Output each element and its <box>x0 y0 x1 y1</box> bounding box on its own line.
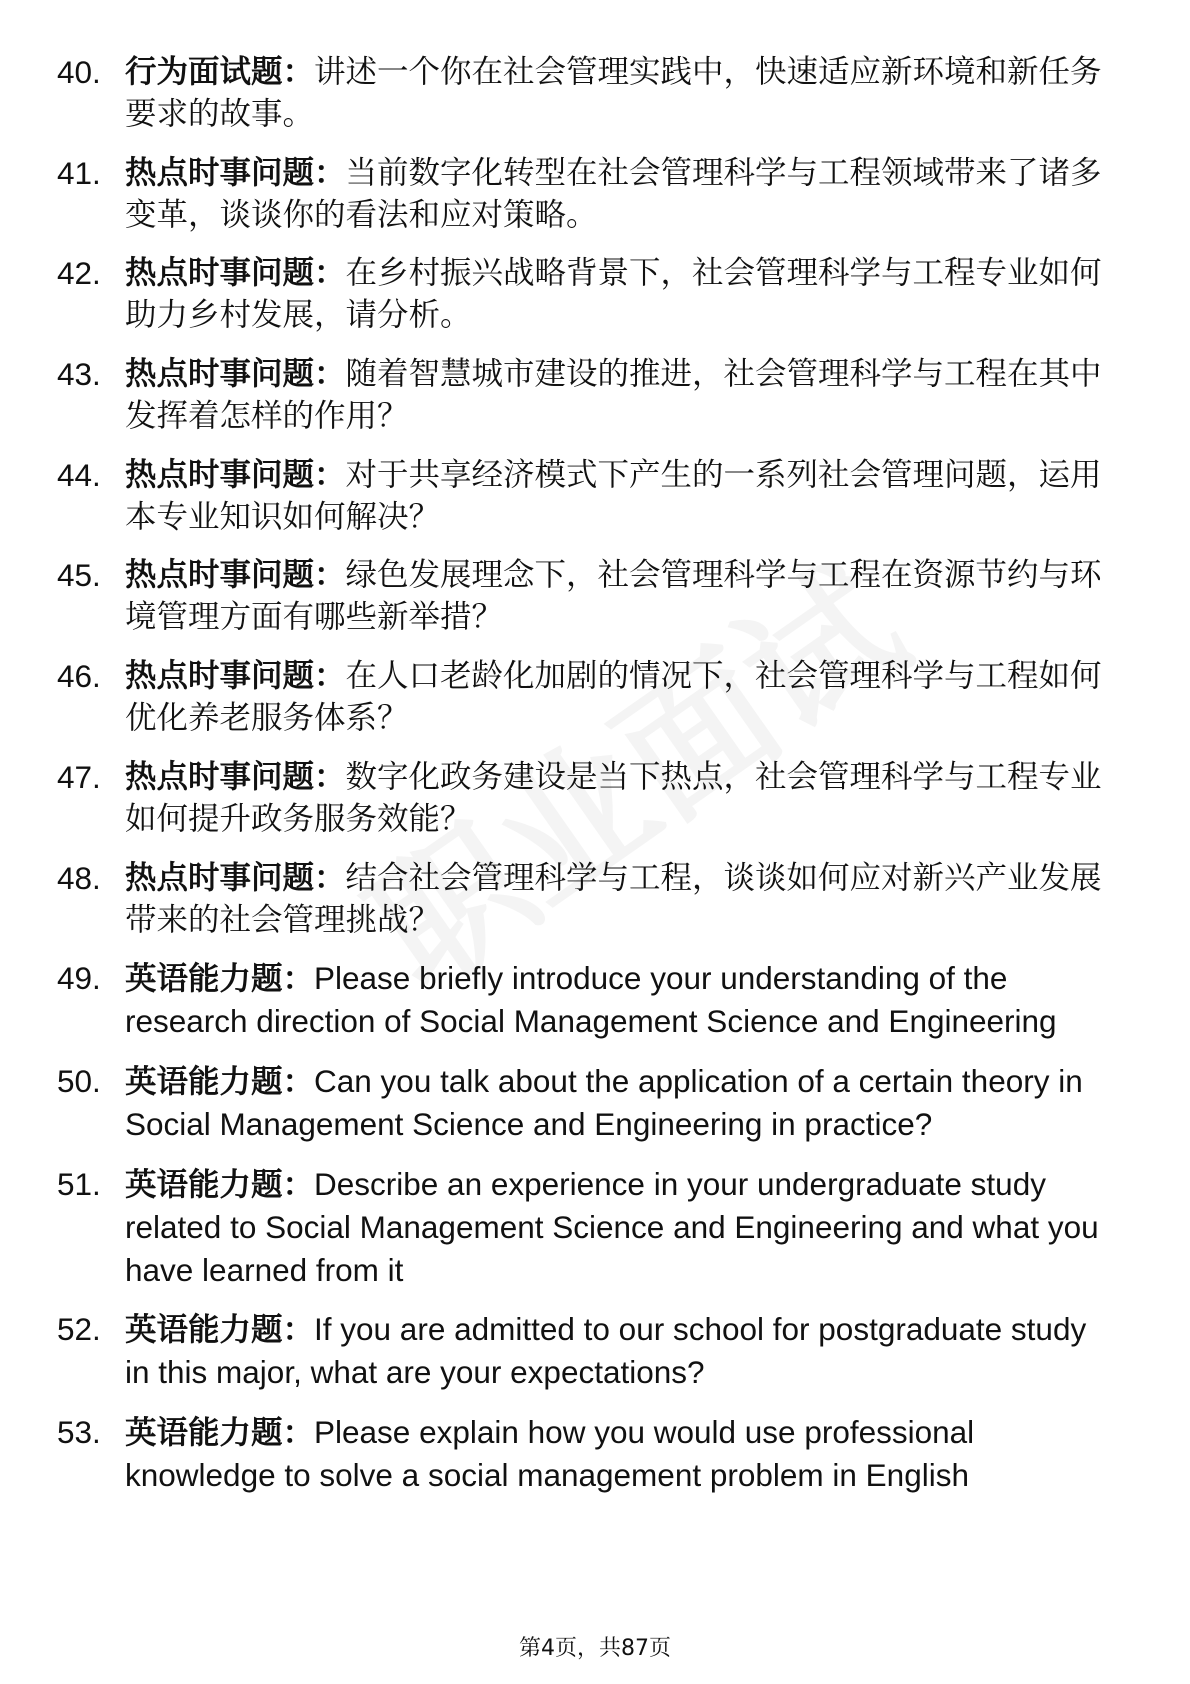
question-item-47 <box>57 756 1117 840</box>
question-category: 英语能力题： <box>125 961 315 998</box>
question-number: 40. <box>57 54 101 90</box>
question-number: 42. <box>57 255 101 292</box>
question-category: 英语能力题： <box>125 1166 315 1203</box>
question-text: 绿色发展理念下，社会管理科学与工程在资源节约与环境管理方面有哪些新举措？ <box>125 557 1102 636</box>
question-text: 结合社会管理科学与工程，谈谈如何应对新兴产业发展带来的社会管理挑战？ <box>125 859 1102 938</box>
question-number: 46. <box>57 658 101 695</box>
question-text: 在人口老龄化加剧的情况下，社会管理科学与工程如何优化养老服务体系？ <box>125 658 1102 737</box>
page-number-footer: 第4页，共87页 <box>519 1636 671 1661</box>
question-number: 48. <box>57 859 101 896</box>
question-text: Please explain how you would use professional knowledge to solve a social management problem in English <box>125 1413 975 1493</box>
question-category: 热点时事问题： <box>125 255 346 292</box>
question-category: 热点时事问题： <box>125 154 346 191</box>
question-text: Describe an experience in your undergraduate study related to Social Management Science and Engineering and what you have learned from it <box>125 1165 1099 1288</box>
question-item-46 <box>57 655 1117 739</box>
question-number: 44. <box>57 456 101 493</box>
question-category: 热点时事问题： <box>125 557 346 594</box>
question-category: 行为面试题： <box>125 54 315 90</box>
question-category: 热点时事问题： <box>125 859 346 896</box>
question-category: 热点时事问题： <box>125 658 346 695</box>
question-number: 50. <box>57 1062 101 1099</box>
question-number: 51. <box>57 1165 101 1202</box>
question-category: 热点时事问题： <box>125 356 346 393</box>
question-number: 47. <box>57 758 101 795</box>
question-item-48 <box>57 857 1117 941</box>
question-text: 讲述一个你在社会管理实践中，快速适应新环境和新任务要求的故事。 <box>125 54 1102 132</box>
question-item-40 <box>57 51 1117 135</box>
question-number: 43. <box>57 356 101 393</box>
question-category: 英语能力题： <box>125 1312 315 1349</box>
question-text: If you are admitted to our school for postgraduate study in this major, what are your expectations? <box>125 1311 1087 1391</box>
question-item-41 <box>57 152 1117 236</box>
question-item-50 <box>57 1060 1117 1146</box>
question-category: 英语能力题： <box>125 1063 315 1100</box>
question-number: 49. <box>57 960 101 997</box>
question-text: 数字化政务建设是当下热点，社会管理科学与工程专业如何提升政务服务效能？ <box>125 758 1102 837</box>
question-text: 随着智慧城市建设的推进，社会管理科学与工程在其中发挥着怎样的作用？ <box>125 356 1102 435</box>
question-category: 英语能力题： <box>125 1414 315 1451</box>
question-item-53 <box>57 1411 1117 1497</box>
question-text: 对于共享经济模式下产生的一系列社会管理问题，运用本专业知识如何解决？ <box>125 456 1102 535</box>
question-item-42 <box>57 252 1117 336</box>
question-item-51 <box>57 1163 1117 1292</box>
question-text: 在乡村振兴战略背景下，社会管理科学与工程专业如何助力乡村发展，请分析。 <box>125 255 1102 334</box>
question-number: 45. <box>57 557 101 594</box>
question-list <box>57 51 1117 1514</box>
question-number: 53. <box>57 1413 101 1450</box>
question-text: Please briefly introduce your understanding of the research direction of Social Management Science and Engineering <box>125 960 1057 1040</box>
question-item-43 <box>57 353 1117 437</box>
question-text: Can you talk about the application of a certain theory in Social Management Science and Engineering in practice? <box>125 1062 1083 1142</box>
question-item-45 <box>57 554 1117 638</box>
question-item-52 <box>57 1308 1117 1394</box>
question-item-44 <box>57 454 1117 538</box>
question-number: 52. <box>57 1311 101 1348</box>
question-category: 热点时事问题： <box>125 758 346 795</box>
question-item-49 <box>57 957 1117 1043</box>
question-number: 41. <box>57 154 101 191</box>
question-text: 当前数字化转型在社会管理科学与工程领域带来了诸多变革，谈谈你的看法和应对策略。 <box>125 154 1102 233</box>
question-category: 热点时事问题： <box>125 456 346 493</box>
